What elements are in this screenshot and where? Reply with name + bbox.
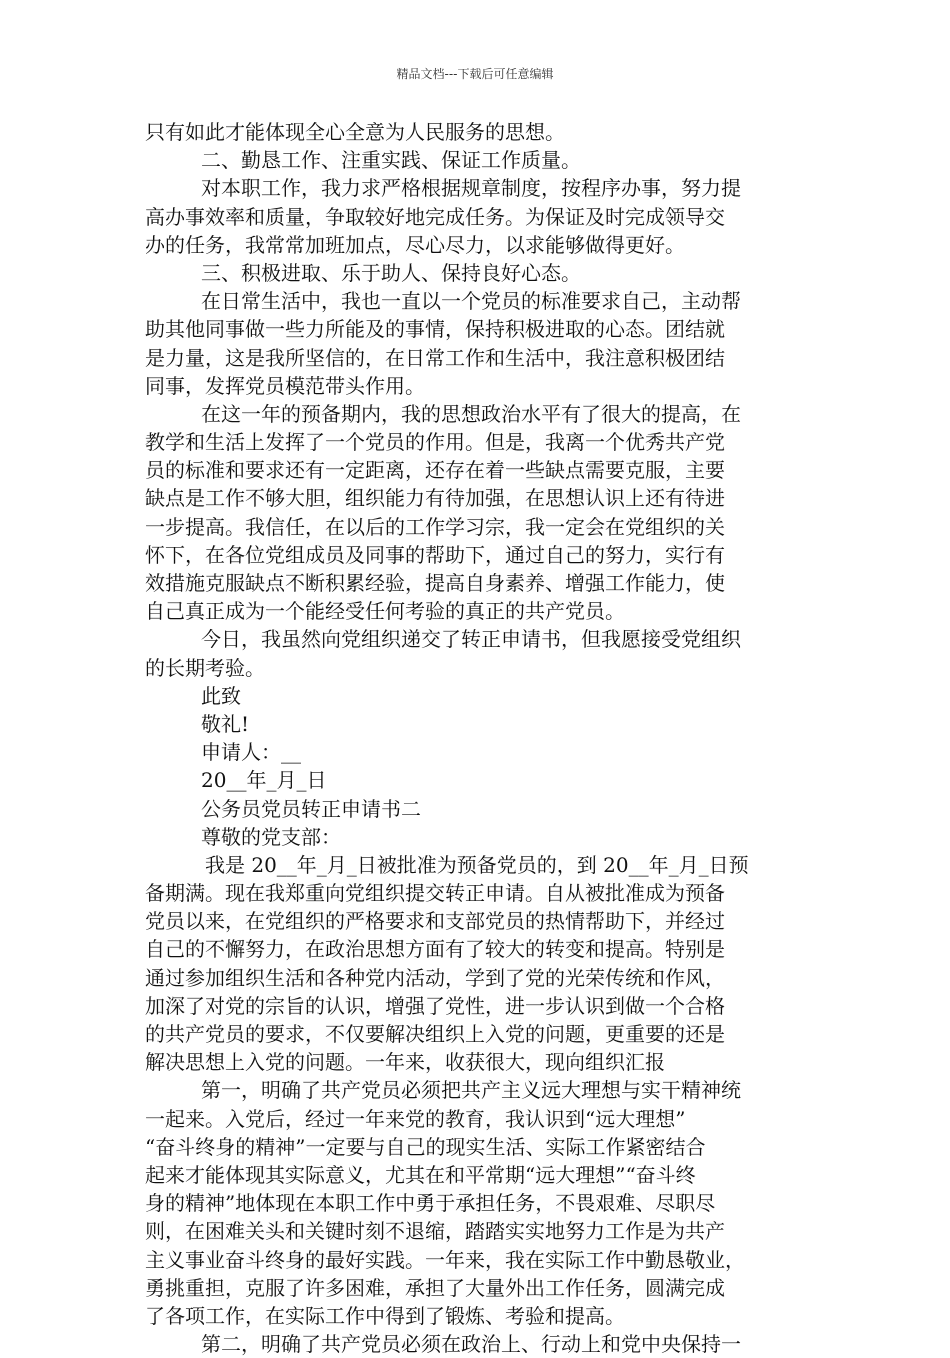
text-line: 高办事效率和质量，争取较好地完成任务。为保证及时完成领导交 <box>145 204 725 229</box>
text-line: 二、勤恳工作、注重实践、保证工作质量。 <box>201 148 581 173</box>
text-line: 效措施克服缺点不断积累经验，提高自身素养、增强工作能力，使 <box>145 571 725 595</box>
text-line: 解决思想上入党的问题。一年来，收获很大，现向组织汇报 <box>145 1050 665 1075</box>
text-line: 备期满。现在我郑重向党组织提交转正申请。自从被批准成为预备 <box>145 881 725 906</box>
text-line: 加深了对党的宗旨的认识，增强了党性，进一步认识到做一个合格 <box>145 993 725 1018</box>
text-line: 一步提高。我信任，在以后的工作学习宗，我一定会在党组织的关 <box>145 514 725 539</box>
text-line: 三、积极进取、乐于助人、保持良好心态。 <box>201 260 581 285</box>
text-line: 自己真正成为一个能经受任何考验的真正的共产党员。 <box>145 599 625 624</box>
text-line: 此致 <box>201 683 241 708</box>
text-line: 助其他同事做一些力所能及的事情，保持积极进取的心态。团结就 <box>145 317 725 342</box>
text-line: 党员以来，在党组织的严格要求和支部党员的热情帮助下，并经过 <box>145 909 725 934</box>
text-line: 办的任务，我常常加班加点，尽心尽力，以求能够做得更好。 <box>145 232 685 257</box>
text-line: 申请人：__ <box>201 740 301 765</box>
text-line: 教学和生活上发挥了一个党员的作用。但是，我离一个优秀共产党 <box>145 430 725 455</box>
text-line: “奋斗终身的精神”一定要与自己的现实生活、实际工作紧密结合 <box>145 1134 706 1159</box>
text-line: 在这一年的预备期内，我的思想政治水平有了很大的提高，在 <box>201 401 741 426</box>
text-line: 身的精神”地体现在本职工作中勇于承担任务，不畏艰难、尽职尽 <box>145 1191 716 1216</box>
text-line: 公务员党员转正申请书二 <box>201 796 421 821</box>
text-line: 尊敬的党支部： <box>201 824 341 849</box>
text-line: 同事，发挥党员模范带头作用。 <box>145 373 425 398</box>
text-line: 起来才能体现其实际意义，尤其在和平常期“远大理想”“奋斗终 <box>145 1162 696 1187</box>
text-line: 缺点是工作不够大胆，组织能力有待加强，在思想认识上还有待进 <box>145 486 725 511</box>
text-line: 通过参加组织生活和各种党内活动，学到了党的光荣传统和作风， <box>145 965 725 990</box>
text-line: 则，在困难关头和关键时刻不退缩，踏踏实实地努力工作是为共产 <box>145 1219 725 1244</box>
text-line: 了各项工作，在实际工作中得到了锻炼、考验和提高。 <box>145 1303 625 1328</box>
text-line: 是力量，这是我所坚信的，在日常工作和生活中，我注意积极团结 <box>145 345 725 370</box>
text-line: 在日常生活中，我也一直以一个党员的标准要求自己，主动帮 <box>201 289 741 314</box>
text-line: 一起来。入党后，经过一年来党的教育，我认识到“远大理想” <box>145 1106 686 1131</box>
text-line: 只有如此才能体现全心全意为人民服务的思想。 <box>145 120 565 144</box>
text-line: 员的标准和要求还有一定距离，还存在着一些缺点需要克服，主要 <box>145 458 725 483</box>
text-line: 对本职工作，我力求严格根据规章制度，按程序办事，努力提 <box>201 176 741 201</box>
text-line: 今日，我虽然向党组织递交了转正申请书，但我愿接受党组织 <box>201 627 741 652</box>
text-line: 第二，明确了共产党员必须在政治上、行动上和党中央保持一 <box>201 1332 741 1357</box>
text-line: 第一，明确了共产党员必须把共产主义远大理想与实干精神统 <box>201 1078 741 1103</box>
text-line: 的共产党员的要求，不仅要解决组织上入党的问题，更重要的还是 <box>145 1022 725 1046</box>
text-line: 敬礼! <box>201 711 250 736</box>
page-header: 精品文档---下载后可任意编辑 <box>396 67 554 81</box>
document-body <box>145 118 825 1358</box>
text-line: 20__年_月_日 <box>201 768 327 793</box>
text-line: 自己的不懈努力，在政治思想方面有了较大的转变和提高。特别是 <box>145 937 725 962</box>
text-line: 勇挑重担，克服了许多困难，承担了大量外出工作任务，圆满完成 <box>145 1275 725 1300</box>
text-line: 的长期考验。 <box>145 655 265 680</box>
text-line: 主义事业奋斗终身的最好实践。一年来，我在实际工作中勤恳敬业， <box>145 1247 745 1272</box>
text-line: 我是 20__年_月_日被批准为预备党员的，到 20__年_月_日预 <box>205 852 749 877</box>
text-line: 怀下，在各位党组成员及同事的帮助下，通过自己的努力，实行有 <box>145 542 725 567</box>
